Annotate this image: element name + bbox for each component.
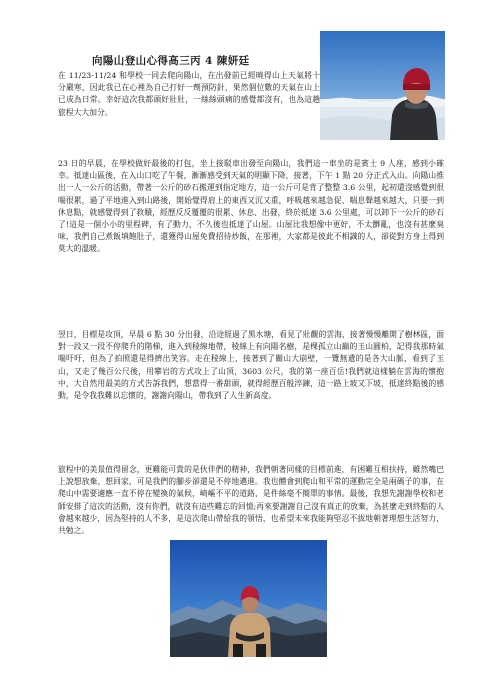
body-paragraph-2: 翌日，目標是攻頂，早晨 6 點 30 分出發，沿途經過了黑水塘，看見了壯觀的雲海，接著慢慢離開了樹林區，面對一段又一段不停爬升的階梯，進入到稜線地帶，稜線上有向陽名樹，是棵孤立山巔的玉山圓柏，記得我那時氣喘吁吁，但為了拍照還是得擠出笑容。走在稜線上，接著到了關山大崩壁，一覽無遺的是各大山脈，看到了玉山，又走了幾百公尺後，用攀岩的方式攻上了山頂，3603 公尺，我的第一座百岳!我們就這樣躺在雲海的懷抱中，大自然用最美的方式告訴我們，想當得一番甜頭，就得經歷百般淬鍊，這一路上坡又下坡，抵達終點後的感動，是令我我難以忘懷的，謝謝向陽山，帶我到了人生新高度。 bbox=[58, 330, 444, 401]
hiker-with-mountain-ranges-photo bbox=[170, 540, 327, 657]
hiker-on-summit-above-clouds-photo bbox=[320, 31, 445, 140]
body-paragraph-1: 23 日的早晨，在學校做好最後的打包，坐上接駁車出發至向陽山，我們這一車坐的是賓士 9 人座，感到小確幸。抵達山區後，在入山口吃了午餐，漸漸感受到天氣的明顯下降，接著，下午 1 點 20 分正式入山。向陽山推出一人一公斤的活動，帶著一公斤的砂石搬運到指定地方，這一公斤可是背了整整 3.6 公里，起初還沒感覺到很喘很累，過了平地進入到山路後，開始覺得肩上的東西又沉又重，呼吸越來越急促、喘息聲越來越大，只要一到休息點，就感覺得到了救贖，經歷反反覆覆的很累、休息、出發，終於抵達 3.6 公里處，可以卸下一公斤的砂石了!這是一個小小的里程碑，有了動力，不久後也抵達了山屋。山屋比我想像中更好，不太髒亂，也沒有甚麼臭味，我們自己煮飯填飽肚子，還獲得山屋免費招待炒飯，在那裡，大家都是彼此不相識的人，卻從對方身上得到莫大的溫暖。 bbox=[58, 159, 444, 254]
intro-paragraph: 在 11/23-11/24 和學校一同去爬向陽山，在出發前已經曉得山上天氣將十分嚴寒，因此我已在心裡為自己打好一劑預防針，果然個位數的天氣在山上已成為日常。幸好這次我都頭好壯壯，一絲絲頭痛的感覺都沒有，也為這趟旅程大大加分。 bbox=[58, 71, 320, 117]
essay-title: 向陽山登山心得高三丙 4 陳妍廷 bbox=[92, 55, 250, 67]
body-paragraph-3: 旅程中的美景值得留念，更難能可貴的是伙伴們的精神，我們朝著同樣的目標前進，有困難互相扶持，雖然嘴巴上說想放棄、想回家，可是我們的腳步卻還是不停地邁進。我也體會到爬山和平常的運動完全是兩碼子的事，在爬山中需要適應一直不停在變換的氣候，崎嶇不平的道路，是件絲毫不簡單的事情。最後，我想先謝謝學校和老師安排了這次的活動，沒有你們，就沒有這些難忘的回憶;再來要謝謝自己沒有真正的放棄，為甚麼走到終點的人會越來越少，因為堅持的人不多，是這次爬山帶給我的領悟，也希望未來我能夠堅忍不拔地朝著理想生活努力，共勉之。 bbox=[58, 465, 444, 536]
